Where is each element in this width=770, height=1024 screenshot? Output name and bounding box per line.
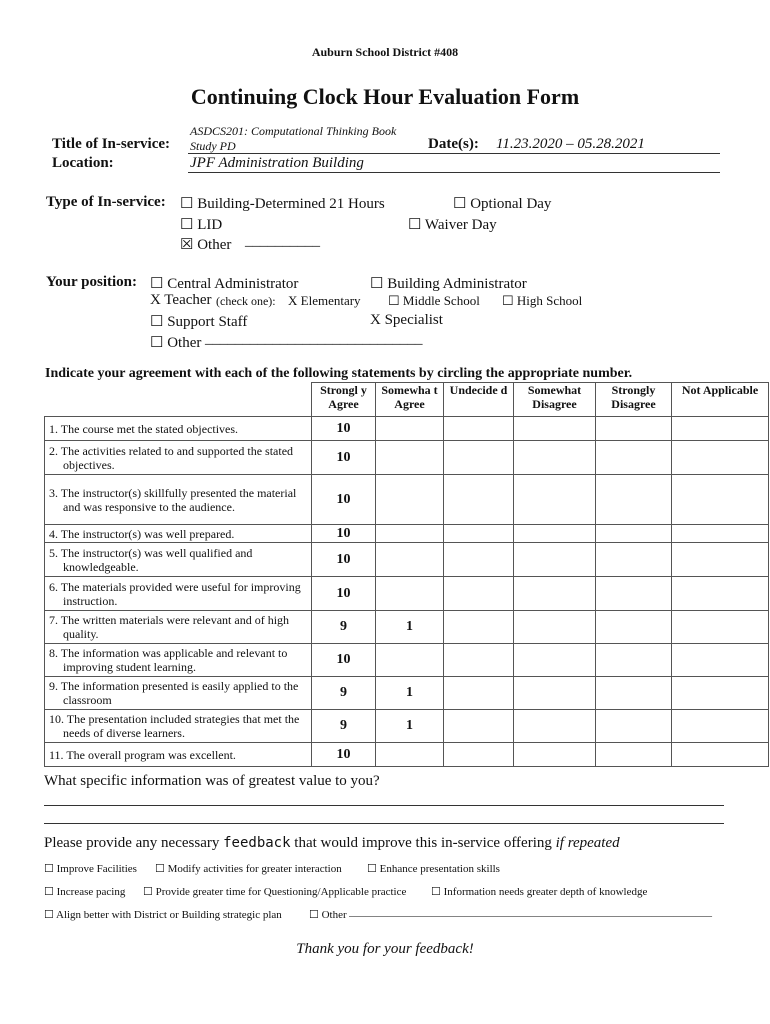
evaluation-table	[44, 382, 769, 767]
instructions: Indicate your agreement with each of the following statements by circling the appropriate number.	[45, 366, 633, 381]
position-other-blank[interactable]: _____________________________	[205, 331, 423, 347]
rating-strongly-agree[interactable]: 10	[312, 577, 376, 611]
statement-text: 11. The overall program was excellent.	[49, 747, 236, 762]
option-waiver-day[interactable]: ☐ Waiver Day	[408, 217, 497, 233]
title-underline	[188, 153, 720, 154]
table-row	[45, 677, 769, 710]
statement-text: 4. The instructor(s) was well prepared.	[49, 526, 235, 541]
feedback-greater-time[interactable]: ☐ Provide greater time for Questioning/Applicable practice	[143, 886, 407, 898]
feedback-other[interactable]: ☐ Other	[309, 909, 347, 921]
rating-somewhat-agree[interactable]	[376, 743, 444, 767]
table-row	[45, 611, 769, 644]
rating-strongly-agree[interactable]: 9	[312, 710, 376, 743]
option-optional-day[interactable]: ☐ Optional Day	[453, 196, 552, 212]
position-central-admin[interactable]: ☐ Central Administrator	[150, 276, 299, 292]
feedback-increase-pacing[interactable]: ☐ Increase pacing	[44, 886, 126, 898]
position-middle-school[interactable]: ☐ Middle School	[388, 293, 480, 308]
statement-text: 10. The presentation included strategies that met the needs of diverse learners.	[49, 712, 300, 740]
statement-text: 6. The materials provided were useful for improving instruction.	[49, 579, 301, 608]
table-header-row	[45, 383, 769, 417]
rating-somewhat-agree[interactable]: 1	[376, 611, 444, 644]
inservice-type-label: Type of In-service:	[46, 194, 166, 210]
feedback-modify-activities[interactable]: ☐ Modify activities for greater interaction	[155, 863, 342, 875]
statement-text: 9. The information presented is easily applied to the classroom	[49, 679, 299, 707]
check-one-note: (check one):	[216, 294, 276, 308]
position-label: Your position:	[46, 274, 137, 290]
answer-line-1[interactable]	[44, 805, 724, 806]
header-undecided: Undecide d	[444, 383, 514, 417]
rating-strongly-agree[interactable]: 9	[312, 677, 376, 710]
table-row	[45, 644, 769, 677]
feedback-enhance-presentation[interactable]: ☐ Enhance presentation skills	[367, 863, 500, 875]
rating-somewhat-agree[interactable]	[376, 475, 444, 525]
location-underline	[188, 172, 720, 173]
header-not-applicable: Not Applicable	[672, 383, 769, 417]
position-specialist[interactable]: X Specialist	[370, 312, 443, 328]
option-building-determined[interactable]: ☐ Building-Determined 21 Hours	[180, 196, 385, 212]
table-row	[45, 710, 769, 743]
dates-label: Date(s):	[428, 136, 479, 152]
feedback-prompt-word: feedback	[223, 835, 291, 851]
district-name: Auburn School District #408	[311, 45, 459, 59]
option-lid[interactable]: ☐ LID	[180, 217, 223, 233]
title-value-line2: Study PD	[190, 139, 236, 153]
rating-somewhat-agree[interactable]	[376, 543, 444, 577]
dates-value[interactable]: 11.23.2020 – 05.28.2021	[496, 136, 645, 152]
statement-text: 3. The instructor(s) skillfully presented the material and was responsive to the audience.	[49, 485, 297, 514]
rating-somewhat-agree[interactable]: 1	[376, 710, 444, 743]
form-title: Continuing Clock Hour Evaluation Form	[190, 84, 580, 109]
rating-strongly-agree[interactable]: 10	[312, 743, 376, 767]
rating-strongly-agree[interactable]: 10	[312, 441, 376, 475]
title-value-line1: ASDCS201: Computational Thinking Book	[190, 124, 397, 138]
statement-text: 8. The information was applicable and relevant to improving student learning.	[49, 646, 288, 674]
position-high-school[interactable]: ☐ High School	[502, 293, 583, 308]
statement-text: 2. The activities related to and supported the stated objectives.	[49, 443, 294, 472]
location-value[interactable]: JPF Administration Building	[190, 155, 364, 171]
table-row	[45, 441, 769, 475]
header-statement	[45, 383, 312, 417]
question-greatest-value: What specific information was of greatest value to you?	[44, 773, 380, 789]
feedback-prompt-mid: that would improve this in-service offering	[294, 835, 552, 851]
feedback-improve-facilities[interactable]: ☐ Improve Facilities	[44, 863, 137, 875]
position-support-staff[interactable]: ☐ Support Staff	[150, 314, 248, 330]
rating-somewhat-agree[interactable]	[376, 577, 444, 611]
feedback-greater-depth[interactable]: ☐ Information needs greater depth of knowledge	[431, 886, 648, 898]
table-row	[45, 543, 769, 577]
answer-line-2[interactable]	[44, 823, 724, 824]
statement-text: 5. The instructor(s) was well qualified and knowledgeable.	[49, 545, 253, 574]
feedback-other-blank[interactable]: __________________________________________________________________	[349, 906, 712, 918]
other-blank[interactable]: __________	[245, 233, 320, 249]
table-row	[45, 525, 769, 543]
rating-somewhat-agree[interactable]	[376, 441, 444, 475]
feedback-align-plan[interactable]: ☐ Align better with District or Building strategic plan	[44, 909, 282, 921]
rating-strongly-agree[interactable]: 10	[312, 525, 376, 543]
position-other[interactable]: ☐ Other	[150, 335, 202, 351]
rating-somewhat-agree[interactable]: 1	[376, 677, 444, 710]
header-strongly-disagree: Strongly Disagree	[596, 383, 672, 417]
statement-text: 1. The course met the stated objectives.	[49, 421, 239, 436]
rating-strongly-agree[interactable]: 10	[312, 475, 376, 525]
header-somewhat-disagree: Somewhat Disagree	[514, 383, 596, 417]
statement-text: 7. The written materials were relevant and of high quality.	[49, 613, 290, 641]
position-teacher[interactable]: X Teacher	[150, 292, 212, 308]
thank-you-message: Thank you for your feedback!	[296, 941, 474, 957]
rating-strongly-agree[interactable]: 10	[312, 417, 376, 441]
table-row	[45, 417, 769, 441]
title-label: Title of In-service:	[52, 136, 171, 152]
feedback-prompt-start: Please provide any necessary	[44, 835, 220, 851]
option-other-checked[interactable]: ☒ Other	[180, 237, 232, 253]
table-row	[45, 577, 769, 611]
feedback-prompt-end: if repeated	[555, 835, 620, 851]
table-row	[45, 475, 769, 525]
feedback-prompt	[44, 835, 620, 852]
rating-strongly-agree[interactable]: 9	[312, 611, 376, 644]
header-somewhat-agree: Somewha t Agree	[376, 383, 444, 417]
header-strongly-agree: Strongl y Agree	[312, 383, 376, 417]
position-building-admin[interactable]: ☐ Building Administrator	[370, 276, 527, 292]
rating-somewhat-agree[interactable]	[376, 644, 444, 677]
table-row	[45, 743, 769, 767]
rating-somewhat-agree[interactable]	[376, 417, 444, 441]
rating-strongly-agree[interactable]: 10	[312, 644, 376, 677]
rating-somewhat-agree[interactable]	[376, 525, 444, 543]
location-label: Location:	[52, 155, 114, 171]
position-elementary[interactable]: X Elementary	[288, 293, 361, 308]
rating-strongly-agree[interactable]: 10	[312, 543, 376, 577]
